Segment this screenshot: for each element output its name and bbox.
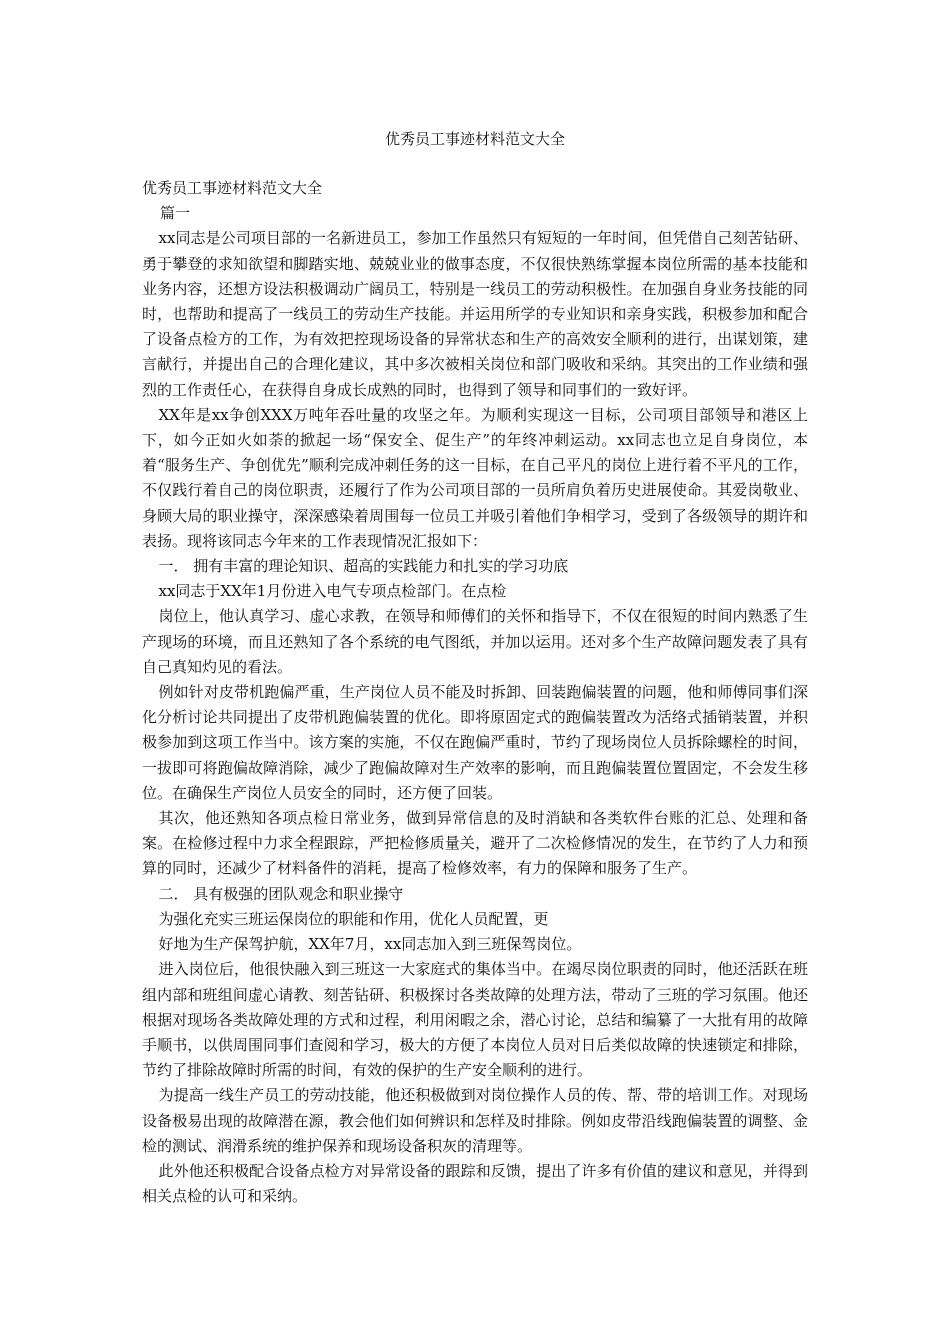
paragraph: 为强化充实三班运保岗位的职能和作用，优化人员配置，更: [158, 909, 549, 928]
section-heading: 二． 具有极强的团队观念和职业操守: [158, 884, 404, 903]
paragraph: 其次，他还熟知各项点检日常业务，做到异常信息的及时消缺和各类软件台账的汇总、处理和备案。在检修过程中力求全程跟踪，严把检修质量关，避开了二次检修情况的发生，在节约了人力和预算的同时，还减少了材料备件的消耗，提高了检修效率，有力的保障和服务了生产。: [142, 809, 808, 878]
document-title: 优秀员工事迹材料范文大全: [384, 130, 565, 148]
paragraph: xx同志于XX年1月份进入电气专项点检部门。在点检: [158, 582, 507, 601]
section-label: 篇一: [160, 204, 191, 223]
paragraph: xx同志是公司项目部的一名新进员工，参加工作虽然只有短短的一年时间，但凭借自己刻苦钻研、勇于攀登的求知欲望和脚踏实地、兢兢业业的做事态度，不仅很快熟练掌握本岗位所需的基本技能和业务内容，还想方设法积极调动广阔员工，特别是一线员工的劳动积极性。在加强自身业务技能的同时，也帮助和提高了一线员工的劳动生产技能。并运用所学的专业知识和亲身实践，积极参加和配合了设备点检方的工作，为有效把控现场设备的异常状态和生产的高效安全顺利的进行，出谋划策，建言献行，并提出自己的合理化建议，其中多次被相关岗位和部门吸收和采纳。其突出的工作业绩和强烈的工作责任心，在获得自身成长成熟的同时，也得到了领导和同事们的一致好评。: [142, 229, 808, 399]
paragraph: 进入岗位后，他很快融入到三班这一大家庭式的集体当中。在竭尽岗位职责的同时，他还活跃在班组内部和班组间虚心请教、刻苦钻研、积极探讨各类故障的处理方法，带动了三班的学习氛围。他还根据对现场各类故障处理的方式和过程，利用闲暇之余，潜心讨论，总结和编纂了一大批有用的故障手顺书，以供周围同事们查阅和学习，极大的方便了本岗位人员对日后类似故障的快速锁定和排除，节约了排除故障时所需的时间，有效的保护的生产安全顺利的进行。: [142, 960, 808, 1080]
paragraph: 此外他还积极配合设备点检方对异常设备的跟踪和反馈，提出了许多有价值的建议和意见，并得到相关点检的认可和采纳。: [142, 1161, 808, 1206]
paragraph: 岗位上，他认真学习、虚心求教，在领导和师傅们的关怀和指导下，不仅在很短的时间内熟悉了生产现场的环境，而且还熟知了各个系统的电气图纸，并加以运用。还对多个生产故障问题发表了具有自己真知灼见的看法。: [142, 607, 808, 676]
paragraph: 好地为生产保驾护航，XX年7月，xx同志加入到三班保驾岗位。: [158, 935, 582, 954]
section-heading: 一． 拥有丰富的理论知识、超高的实践能力和扎实的学习功底: [158, 557, 569, 576]
paragraph: 为提高一线生产员工的劳动技能，他还积极做到对岗位操作人员的传、帮、带的培训工作。对现场设备极易出现的故障潜在源，教会他们如何辨识和怎样及时排除。例如皮带沿线跑偏装置的调整、金检的测试、润滑系统的维护保养和现场设备积灰的清理等。: [142, 1086, 808, 1155]
paragraph: XX年是xx争创XXX万吨年吞吐量的攻坚之年。为顺利实现这一目标，公司项目部领导和港区上下，如今正如火如荼的掀起一场“保安全、促生产”的年终冲刺运动。xx同志也立足自身岗位，本着“服务生产、争创优先”顺利完成冲刺任务的这一目标，在自己平凡的岗位上进行着不平凡的工作，不仅践行着自己的岗位职责，还履行了作为公司项目部的一员所肩负着历史进展使命。其爱岗敬业、身顾大局的职业操守，深深感染着周围每一位员工并吸引着他们争相学习，受到了各级领导的期许和表扬。现将该同志今年来的工作表现情况汇报如下：: [142, 405, 808, 550]
paragraph: 例如针对皮带机跑偏严重，生产岗位人员不能及时拆卸、回装跑偏装置的问题，他和师傅同事们深化分析讨论共同提出了皮带机跑偏装置的优化。即将原固定式的跑偏装置改为活络式插销装置，并积极参加到这项工作当中。该方案的实施，不仅在跑偏严重时，节约了现场岗位人员拆除螺栓的时间，一拔即可将跑偏故障消除，减少了跑偏故障对生产效率的影响，而且跑偏装置位置固定，不会发生移位。在确保生产岗位人员安全的同时，还方便了回装。: [142, 683, 808, 802]
document-body: [142, 176, 808, 1209]
document-subtitle: 优秀员工事迹材料范文大全: [142, 179, 323, 197]
